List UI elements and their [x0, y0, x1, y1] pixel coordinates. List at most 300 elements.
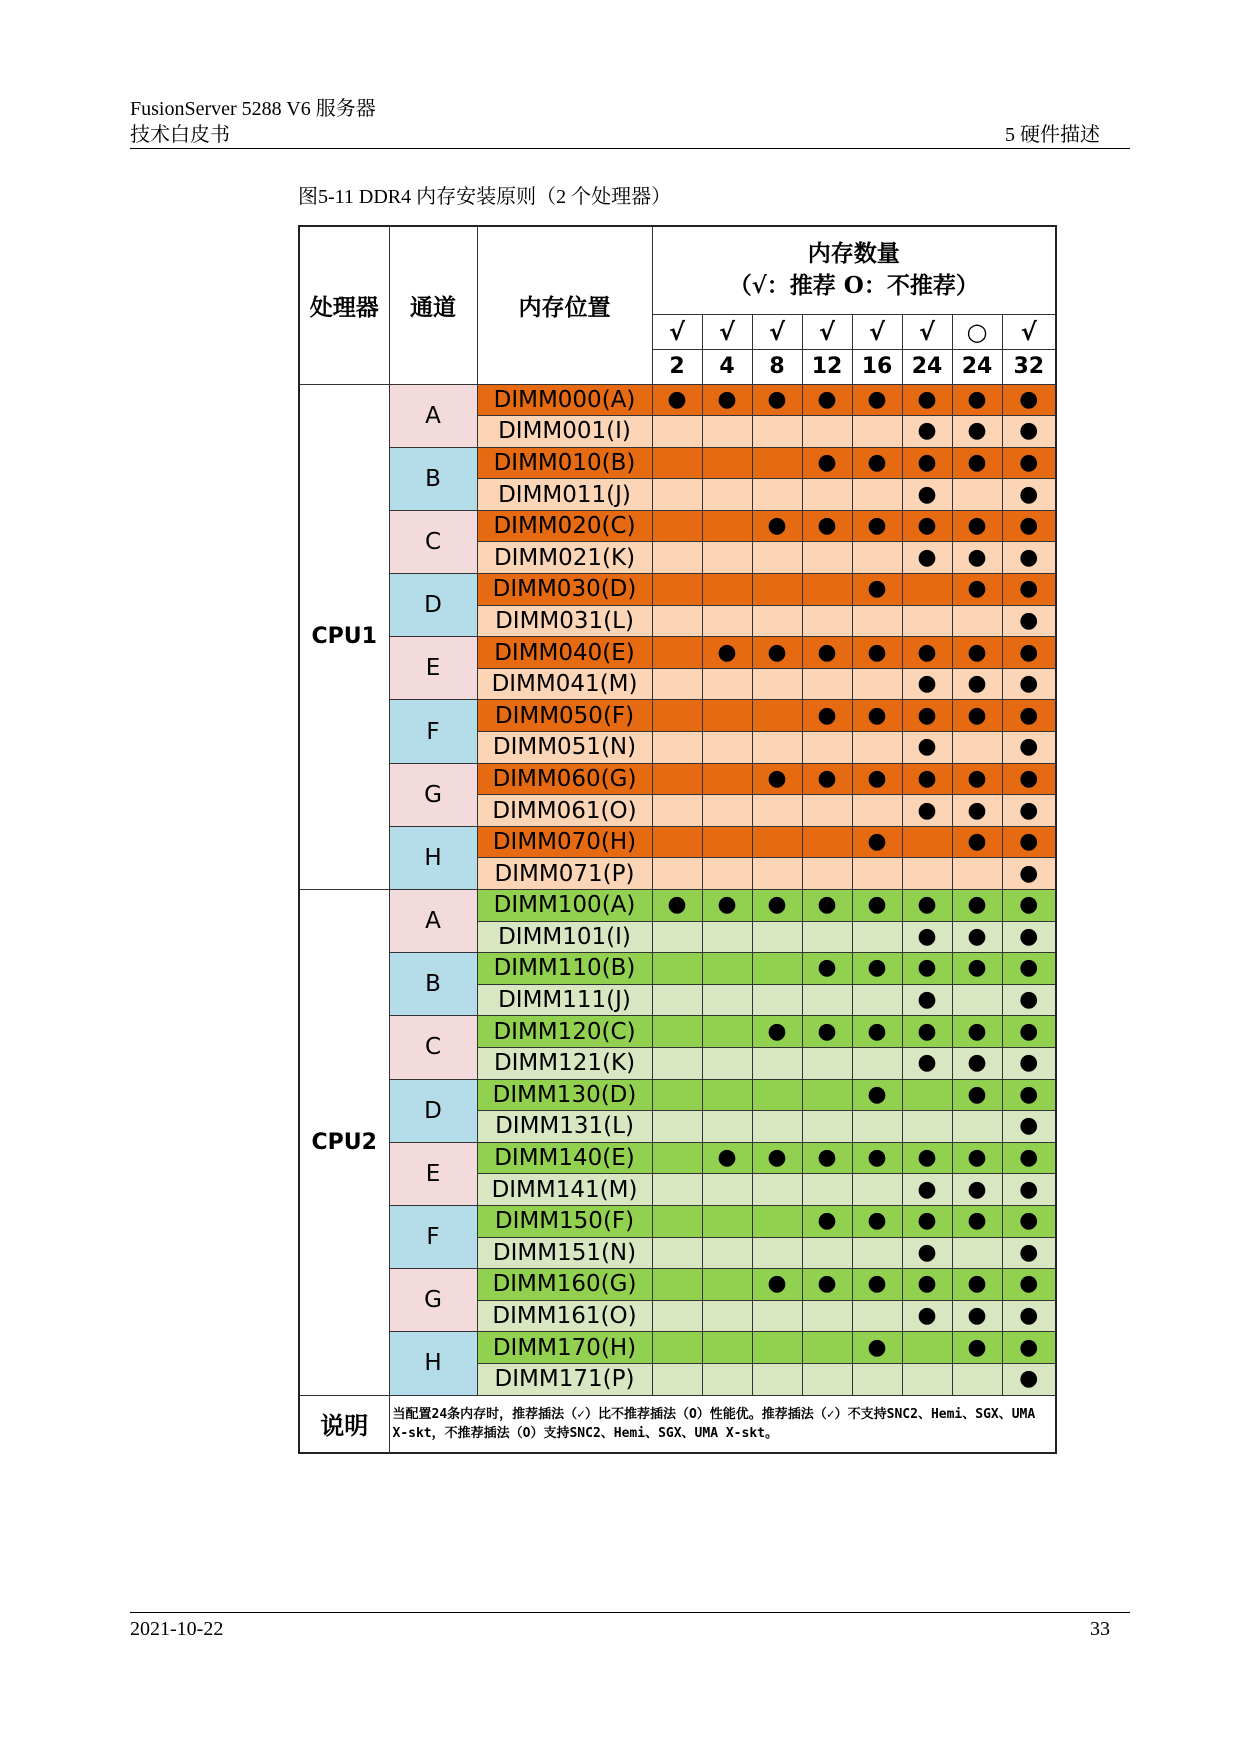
population-cell: [1002, 1363, 1056, 1395]
population-cell: [1002, 1205, 1056, 1237]
population-cell: [802, 447, 852, 479]
population-cell: [852, 510, 902, 542]
channel-label: A: [389, 890, 477, 953]
dimm-row: [299, 447, 1056, 479]
population-cell: [652, 668, 702, 700]
populated-dot: ●: [917, 1303, 937, 1329]
channel-label: C: [389, 510, 477, 573]
population-cell: [702, 921, 752, 953]
population-cell: [752, 1237, 802, 1269]
populated-dot: ●: [817, 1145, 837, 1171]
population-cell: [1002, 1142, 1056, 1174]
population-cell: [802, 416, 852, 448]
populated-dot: ●: [1019, 702, 1039, 728]
populated-dot: ●: [767, 765, 787, 791]
population-cell: [752, 858, 802, 890]
populated-dot: ●: [1019, 1271, 1039, 1297]
cpu-label: CPU1: [299, 384, 389, 890]
populated-dot: ●: [767, 1018, 787, 1044]
populated-dot: ●: [967, 449, 987, 475]
populated-dot: ●: [717, 639, 737, 665]
populated-dot: ●: [767, 1271, 787, 1297]
populated-dot: ●: [867, 1208, 887, 1234]
populated-dot: ●: [917, 987, 937, 1013]
population-cell: [652, 700, 702, 732]
population-cell: [802, 890, 852, 922]
populated-dot: ●: [967, 576, 987, 602]
population-cell: [952, 416, 1002, 448]
population-cell: [852, 1332, 902, 1364]
populated-dot: ●: [867, 1145, 887, 1171]
populated-dot: ●: [917, 797, 937, 823]
populated-dot: ●: [1019, 386, 1039, 412]
population-cell: [702, 1016, 752, 1048]
dimm-label: DIMM140(E): [477, 1142, 652, 1174]
population-cell: [702, 1174, 752, 1206]
populated-dot: ●: [717, 1145, 737, 1171]
population-cell: [1002, 858, 1056, 890]
population-cell: [1002, 1237, 1056, 1269]
populated-dot: ●: [967, 765, 987, 791]
population-cell: [652, 1111, 702, 1143]
population-cell: [1002, 542, 1056, 574]
population-cell: [902, 1142, 952, 1174]
population-cell: [852, 795, 902, 827]
population-cell: [852, 763, 902, 795]
recommend-mark: ○: [952, 314, 1002, 349]
dimm-row: [299, 826, 1056, 858]
dimm-row: [299, 637, 1056, 669]
populated-dot: ●: [1019, 639, 1039, 665]
population-cell: [1002, 984, 1056, 1016]
population-cell: [852, 542, 902, 574]
populated-dot: ●: [667, 386, 687, 412]
population-cell: [752, 668, 802, 700]
populated-dot: ●: [917, 923, 937, 949]
population-cell: [652, 953, 702, 985]
cpu-label: CPU2: [299, 890, 389, 1396]
populated-dot: ●: [717, 892, 737, 918]
population-cell: [802, 984, 852, 1016]
population-cell: [852, 1363, 902, 1395]
channel-label: B: [389, 953, 477, 1016]
population-cell: [902, 1174, 952, 1206]
population-cell: [702, 763, 752, 795]
population-cell: [752, 1079, 802, 1111]
recommend-mark: √: [802, 314, 852, 349]
populated-dot: ●: [917, 449, 937, 475]
dimm-label: DIMM151(N): [477, 1237, 652, 1269]
population-cell: [952, 826, 1002, 858]
dimm-label: DIMM031(L): [477, 605, 652, 637]
header-processor: 处理器: [299, 226, 389, 384]
population-cell: [952, 953, 1002, 985]
dimm-label: DIMM071(P): [477, 858, 652, 890]
population-cell: [902, 668, 952, 700]
population-cell: [952, 1237, 1002, 1269]
population-cell: [652, 1047, 702, 1079]
population-cell: [1002, 763, 1056, 795]
populated-dot: ●: [817, 449, 837, 475]
population-cell: [702, 984, 752, 1016]
population-cell: [702, 890, 752, 922]
populated-dot: ●: [917, 513, 937, 539]
population-cell: [802, 858, 852, 890]
populated-dot: ●: [917, 639, 937, 665]
population-cell: [952, 984, 1002, 1016]
populated-dot: ●: [967, 829, 987, 855]
dimm-label: DIMM070(H): [477, 826, 652, 858]
population-cell: [1002, 637, 1056, 669]
populated-dot: ●: [967, 1176, 987, 1202]
population-cell: [702, 1237, 752, 1269]
populated-dot: ●: [917, 1050, 937, 1076]
channel-label: G: [389, 763, 477, 826]
population-cell: [752, 1269, 802, 1301]
populated-dot: ●: [967, 892, 987, 918]
dimm-label: DIMM171(P): [477, 1363, 652, 1395]
recommend-mark: √: [752, 314, 802, 349]
population-cell: [952, 1111, 1002, 1143]
populated-dot: ●: [817, 765, 837, 791]
footer-date: 2021-10-22: [130, 1618, 224, 1640]
dimm-label: DIMM150(F): [477, 1205, 652, 1237]
populated-dot: ●: [1019, 481, 1039, 507]
populated-dot: ●: [1019, 1081, 1039, 1107]
population-cell: [852, 384, 902, 416]
header-qty-title: 内存数量: [807, 240, 900, 268]
population-cell: [1002, 1300, 1056, 1332]
population-cell: [802, 795, 852, 827]
population-cell: [652, 890, 702, 922]
population-cell: [852, 890, 902, 922]
populated-dot: ●: [917, 544, 937, 570]
population-cell: [902, 542, 952, 574]
populated-dot: ●: [917, 1018, 937, 1044]
dimm-label: DIMM120(C): [477, 1016, 652, 1048]
population-cell: [1002, 510, 1056, 542]
channel-label: D: [389, 574, 477, 637]
population-cell: [702, 668, 752, 700]
population-cell: [752, 732, 802, 764]
population-cell: [752, 795, 802, 827]
note-text: 当配置24条内存时，推荐插法（✓）比不推荐插法（O）性能优。推荐插法（✓）不支持SNC2、Hemi、SGX、UMA X-skt，不推荐插法（O）支持SNC2、Hemi、SGX、UMA X-skt。: [389, 1395, 1056, 1453]
population-cell: [1002, 1111, 1056, 1143]
populated-dot: ●: [1019, 797, 1039, 823]
population-cell: [752, 637, 802, 669]
population-cell: [652, 1174, 702, 1206]
population-cell: [902, 1111, 952, 1143]
population-cell: [802, 668, 852, 700]
population-cell: [902, 1016, 952, 1048]
populated-dot: ●: [767, 639, 787, 665]
population-cell: [702, 732, 752, 764]
population-cell: [702, 1047, 752, 1079]
population-cell: [902, 1079, 952, 1111]
population-cell: [702, 1332, 752, 1364]
dimm-row: [299, 574, 1056, 606]
population-cell: [952, 510, 1002, 542]
population-cell: [902, 921, 952, 953]
header-rule: [130, 148, 1130, 149]
population-cell: [652, 732, 702, 764]
population-cell: [902, 732, 952, 764]
populated-dot: ●: [867, 576, 887, 602]
footer-rule: [130, 1612, 1130, 1613]
population-cell: [902, 763, 952, 795]
footer-page: 33: [1090, 1618, 1110, 1640]
populated-dot: ●: [917, 1271, 937, 1297]
population-cell: [1002, 479, 1056, 511]
population-cell: [802, 1332, 852, 1364]
population-cell: [702, 1269, 752, 1301]
population-cell: [652, 1237, 702, 1269]
channel-label: E: [389, 1142, 477, 1205]
population-cell: [1002, 826, 1056, 858]
population-cell: [952, 921, 1002, 953]
dimm-count: 32: [1002, 349, 1056, 384]
population-cell: [702, 574, 752, 606]
population-cell: [952, 1142, 1002, 1174]
population-cell: [902, 1300, 952, 1332]
population-cell: [952, 1332, 1002, 1364]
population-cell: [952, 1363, 1002, 1395]
population-cell: [1002, 1332, 1056, 1364]
populated-dot: ●: [1019, 1208, 1039, 1234]
populated-dot: ●: [917, 418, 937, 444]
populated-dot: ●: [817, 892, 837, 918]
population-cell: [902, 984, 952, 1016]
population-cell: [802, 1363, 852, 1395]
population-cell: [702, 637, 752, 669]
population-cell: [902, 700, 952, 732]
populated-dot: ●: [867, 892, 887, 918]
dimm-count: 24: [902, 349, 952, 384]
populated-dot: ●: [1019, 955, 1039, 981]
populated-dot: ●: [1019, 544, 1039, 570]
populated-dot: ●: [817, 955, 837, 981]
populated-dot: ●: [967, 702, 987, 728]
populated-dot: ●: [967, 1050, 987, 1076]
population-cell: [952, 858, 1002, 890]
populated-dot: ●: [867, 1334, 887, 1360]
populated-dot: ●: [967, 513, 987, 539]
populated-dot: ●: [817, 513, 837, 539]
dimm-label: DIMM111(J): [477, 984, 652, 1016]
populated-dot: ●: [917, 1176, 937, 1202]
population-cell: [852, 1142, 902, 1174]
population-cell: [902, 1205, 952, 1237]
population-cell: [902, 858, 952, 890]
populated-dot: ●: [1019, 1334, 1039, 1360]
population-cell: [752, 510, 802, 542]
populated-dot: ●: [967, 544, 987, 570]
population-cell: [752, 1174, 802, 1206]
population-cell: [702, 416, 752, 448]
population-cell: [852, 1300, 902, 1332]
populated-dot: ●: [867, 386, 887, 412]
population-cell: [652, 858, 702, 890]
population-cell: [652, 574, 702, 606]
population-cell: [752, 826, 802, 858]
dimm-row: [299, 1142, 1056, 1174]
dimm-label: DIMM121(K): [477, 1047, 652, 1079]
populated-dot: ●: [867, 765, 887, 791]
population-cell: [902, 384, 952, 416]
population-cell: [1002, 953, 1056, 985]
population-cell: [752, 542, 802, 574]
population-cell: [802, 1047, 852, 1079]
populated-dot: ●: [917, 702, 937, 728]
populated-dot: ●: [667, 892, 687, 918]
population-cell: [902, 574, 952, 606]
population-cell: [802, 763, 852, 795]
populated-dot: ●: [867, 1018, 887, 1044]
populated-dot: ●: [917, 955, 937, 981]
population-cell: [652, 384, 702, 416]
populated-dot: ●: [1019, 765, 1039, 791]
population-cell: [752, 890, 802, 922]
populated-dot: ●: [917, 892, 937, 918]
channel-label: E: [389, 637, 477, 700]
populated-dot: ●: [1019, 829, 1039, 855]
dimm-row: [299, 510, 1056, 542]
population-cell: [902, 479, 952, 511]
population-cell: [752, 984, 802, 1016]
populated-dot: ●: [917, 386, 937, 412]
population-cell: [702, 1111, 752, 1143]
population-cell: [652, 447, 702, 479]
population-cell: [952, 1269, 1002, 1301]
population-cell: [802, 605, 852, 637]
population-cell: [852, 637, 902, 669]
population-cell: [1002, 1079, 1056, 1111]
populated-dot: ●: [917, 1239, 937, 1265]
population-cell: [852, 858, 902, 890]
recommend-mark: √: [702, 314, 752, 349]
population-cell: [652, 826, 702, 858]
population-cell: [752, 1300, 802, 1332]
populated-dot: ●: [967, 1303, 987, 1329]
population-cell: [652, 605, 702, 637]
population-cell: [652, 763, 702, 795]
population-cell: [852, 953, 902, 985]
dimm-label: DIMM051(N): [477, 732, 652, 764]
population-cell: [702, 1079, 752, 1111]
population-cell: [952, 542, 1002, 574]
population-cell: [802, 953, 852, 985]
populated-dot: ●: [967, 639, 987, 665]
dimm-label: DIMM131(L): [477, 1111, 652, 1143]
population-cell: [752, 1016, 802, 1048]
populated-dot: ●: [1019, 1239, 1039, 1265]
memory-install-table: [298, 225, 1057, 1454]
dimm-label: DIMM101(I): [477, 921, 652, 953]
population-cell: [752, 1363, 802, 1395]
population-cell: [852, 574, 902, 606]
population-cell: [852, 447, 902, 479]
dimm-label: DIMM011(J): [477, 479, 652, 511]
dimm-label: DIMM161(O): [477, 1300, 652, 1332]
dimm-row: [299, 1079, 1056, 1111]
population-cell: [1002, 605, 1056, 637]
population-cell: [902, 605, 952, 637]
dimm-row: [299, 700, 1056, 732]
population-cell: [652, 1332, 702, 1364]
populated-dot: ●: [767, 513, 787, 539]
population-cell: [1002, 384, 1056, 416]
population-cell: [902, 637, 952, 669]
population-cell: [902, 447, 952, 479]
population-cell: [952, 795, 1002, 827]
population-cell: [752, 479, 802, 511]
populated-dot: ●: [1019, 671, 1039, 697]
dimm-label: DIMM050(F): [477, 700, 652, 732]
populated-dot: ●: [1019, 1145, 1039, 1171]
population-cell: [852, 1269, 902, 1301]
population-cell: [902, 795, 952, 827]
populated-dot: ●: [1019, 987, 1039, 1013]
population-cell: [802, 510, 852, 542]
population-cell: [802, 1174, 852, 1206]
population-cell: [902, 953, 952, 985]
populated-dot: ●: [1019, 1176, 1039, 1202]
population-cell: [802, 826, 852, 858]
dimm-row: [299, 1332, 1056, 1364]
dimm-label: DIMM141(M): [477, 1174, 652, 1206]
note-label: 说明: [299, 1395, 389, 1453]
dimm-label: DIMM110(B): [477, 953, 652, 985]
dimm-count: 4: [702, 349, 752, 384]
population-cell: [752, 1142, 802, 1174]
populated-dot: ●: [917, 1208, 937, 1234]
population-cell: [802, 1269, 852, 1301]
population-cell: [702, 605, 752, 637]
population-cell: [952, 1205, 1002, 1237]
population-cell: [702, 858, 752, 890]
population-cell: [802, 1079, 852, 1111]
dimm-label: DIMM061(O): [477, 795, 652, 827]
population-cell: [802, 542, 852, 574]
populated-dot: ●: [967, 386, 987, 412]
populated-dot: ●: [917, 765, 937, 791]
population-cell: [952, 668, 1002, 700]
population-cell: [952, 574, 1002, 606]
header-channel: 通道: [389, 226, 477, 384]
dimm-label: DIMM130(D): [477, 1079, 652, 1111]
populated-dot: ●: [1019, 513, 1039, 539]
channel-label: C: [389, 1016, 477, 1079]
population-cell: [852, 700, 902, 732]
populated-dot: ●: [867, 702, 887, 728]
channel-label: H: [389, 826, 477, 889]
population-cell: [802, 732, 852, 764]
dimm-count: 8: [752, 349, 802, 384]
population-cell: [652, 795, 702, 827]
population-cell: [752, 605, 802, 637]
recommend-mark: √: [652, 314, 702, 349]
population-cell: [702, 953, 752, 985]
dimm-label: DIMM030(D): [477, 574, 652, 606]
dimm-label: DIMM041(M): [477, 668, 652, 700]
population-cell: [852, 1016, 902, 1048]
dimm-count: 24: [952, 349, 1002, 384]
populated-dot: ●: [1019, 923, 1039, 949]
population-cell: [752, 1111, 802, 1143]
population-cell: [702, 795, 752, 827]
populated-dot: ●: [917, 481, 937, 507]
populated-dot: ●: [1019, 1018, 1039, 1044]
